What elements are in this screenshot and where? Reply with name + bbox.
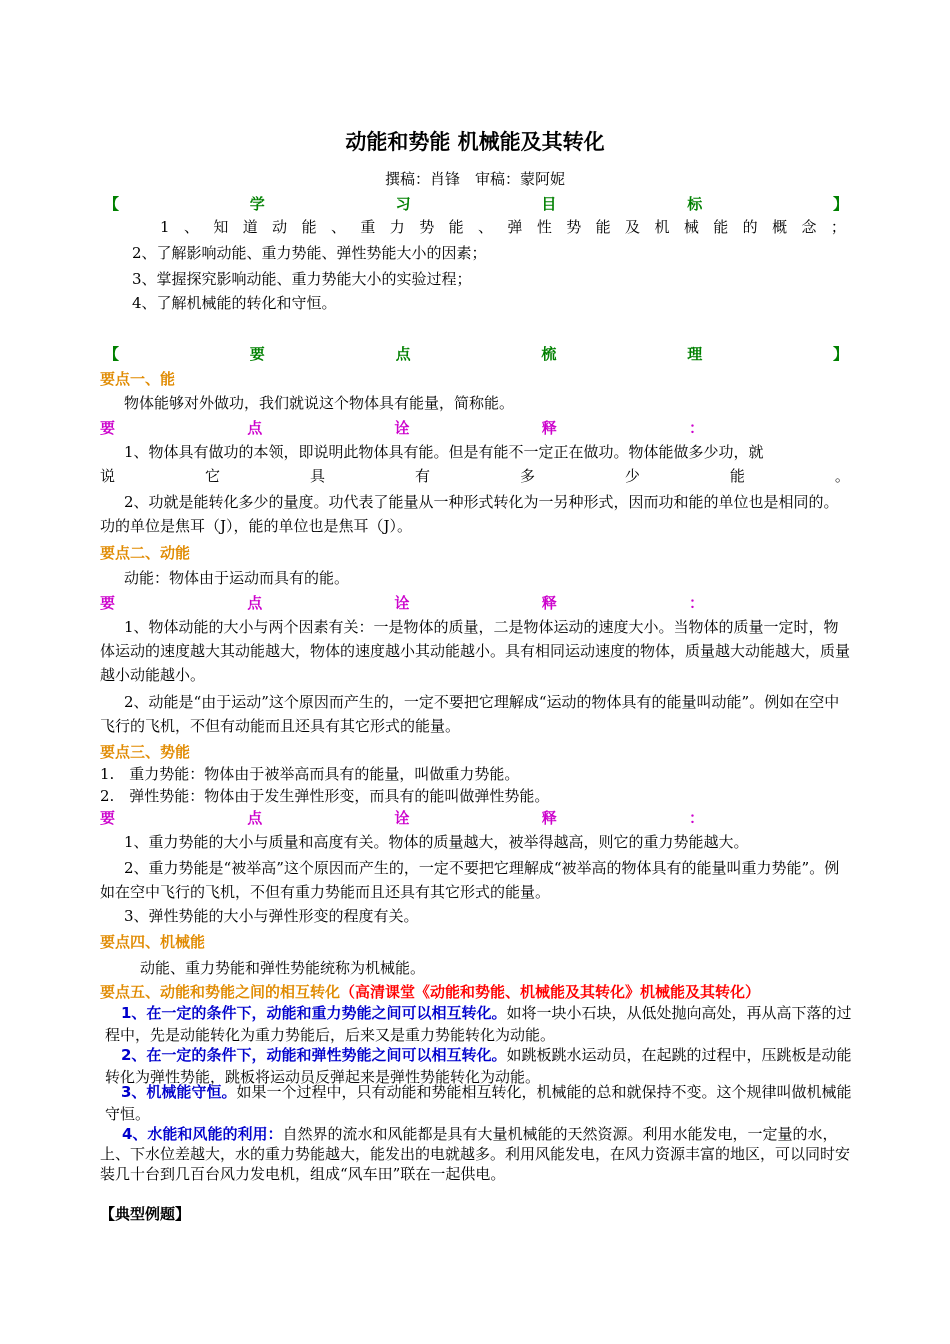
bracket-close: 】: [832, 194, 848, 213]
header-char: 学: [249, 194, 265, 213]
section-5-para-1: 1、在一定的条件下，动能和重力势能之间可以相互转化。如将一块小石块，从低处抛向高处，再从高下落的过程中，先是动能转化为重力势能后，后来又是重力势能转化为动能。: [105, 1004, 852, 1044]
section-4-definition: 动能、重力势能和弹性势能统称为机械能。: [140, 959, 426, 977]
objective-4: 4、了解机械能的转化和守恒。: [132, 294, 337, 312]
section-1-explain-2: 2、功就是能转化多少的量度。功代表了能量从一种形式转化为一另种形式，因而功和能的单位也是相同的。功的单位是焦耳（J），能的单位也是焦耳（J）。: [100, 493, 839, 535]
explain-header: 要 点 诠 释 ：: [100, 418, 704, 437]
section-1-explain-1-cont: 说 它 具 有 多 少 能 。: [100, 467, 850, 485]
section-3-def-1: 1. 重力势能：物体由于被举高而具有的能量，叫做重力势能。: [100, 765, 520, 783]
section-3-heading: 要点三、势能: [100, 743, 191, 761]
header-char: 要: [249, 344, 265, 363]
section-5-para-3: 3、机械能守恒。如果一个过程中，只有动能和势能相互转化，机械能的总和就保持不变。这个规律叫做机械能守恒。: [105, 1083, 852, 1123]
examples-header: 【典型例题】: [100, 1205, 191, 1223]
bracket-open: 【: [104, 344, 120, 363]
header-char: 习: [395, 194, 411, 213]
explain-header: 要 点 诠 释 ：: [100, 593, 704, 612]
section-3-explain-3: 3、弹性势能的大小与弹性形变的程度有关。: [124, 907, 419, 925]
objective-3: 3、掌握探究影响动能、重力势能大小的实验过程；: [132, 270, 472, 288]
section-2-definition: 动能：物体由于运动而具有的能。: [124, 569, 350, 587]
section-3-explain-1: 1、重力势能的大小与质量和高度有关。物体的质量越大，被举得越高，则它的重力势能越大。: [124, 833, 749, 851]
header-char: 目: [541, 194, 557, 213]
section-1-heading: 要点一、能: [100, 370, 176, 388]
section-1-explain-1: 1、物体具有做功的本领，即说明此物体具有能。但是有能不一定正在做功。物体能做多少功，就: [124, 443, 764, 461]
objective-1: 1 、 知 道 动 能 、 重 力 势 能 、 弹 性 势 能 及 机 械 能 的 概 念 ；: [160, 218, 846, 236]
bracket-close: 】: [832, 344, 848, 363]
section-4-heading: 要点四、机械能: [100, 933, 206, 951]
section-3-def-2: 2. 弹性势能：物体由于发生弹性形变，而具有的能叫做弹性势能。: [100, 787, 550, 805]
section-5-para-4: 4、水能和风能的利用：自然界的流水和风能都是具有大量机械能的天然资源。利用水能发电，一定量的水，上、下水位差越大，水的重力势能越大，能发出的电就越多。利用风能发电，在风力资源丰富的地区，可以同时安装几十台到几百台风力发电机，组成“风车田”联在一起供电。: [100, 1125, 851, 1183]
section-1-definition: 物体能够对外做功，我们就说这个物体具有能量，简称能。: [124, 394, 515, 412]
header-char: 标: [687, 194, 703, 213]
page-title: 动能和势能 机械能及其转化: [345, 129, 605, 154]
keypoints-header: [104, 342, 848, 364]
header-char: 点: [395, 344, 411, 363]
section-2-explain-2: 2、动能是“由于运动”这个原因而产生的，一定不要把它理解成“运动的物体具有的能量叫动能”。例如在空中飞行的飞机，不但有动能而且还具有其它形式的能量。: [100, 693, 840, 735]
objective-2: 2、了解影响动能、重力势能、弹性势能大小的因素；: [132, 244, 487, 262]
section-5-heading: 要点五、动能和势能之间的相互转化（高清课堂《动能和势能、机械能及其转化》机械能及其转化）: [100, 983, 761, 1001]
explain-header: 要 点 诠 释 ：: [100, 808, 704, 827]
objectives-header: [104, 192, 848, 214]
hd-lecture-link[interactable]: （高清课堂《动能和势能、机械能及其转化》机械能及其转化）: [340, 983, 761, 1001]
header-char: 梳: [541, 344, 557, 363]
section-3-explain-2: 2、重力势能是“被举高”这个原因而产生的，一定不要把它理解成“被举高的物体具有的能量叫重力势能”。例如在空中飞行的飞机，不但有重力势能而且还具有其它形式的能量。: [100, 859, 840, 901]
section-2-heading: 要点二、动能: [100, 544, 191, 562]
author-line: 撰稿：肖锋 审稿：蒙阿妮: [384, 170, 565, 188]
header-char: 理: [687, 344, 703, 363]
section-5-para-2: 2、在一定的条件下，动能和弹性势能之间可以相互转化。如跳板跳水运动员，在起跳的过程中，压跳板是动能转化为弹性势能，跳板将运动员反弹起来是弹性势能转化为动能。: [105, 1046, 852, 1086]
section-2-explain-1: 1、物体动能的大小与两个因素有关：一是物体的质量，二是物体运动的速度大小。当物体的质量一定时，物体运动的速度越大其动能越大，物体的速度越小其动能越小。具有相同运动速度的物体，质量越大动能越大，质量越小动能越小。: [100, 618, 851, 684]
bracket-open: 【: [104, 194, 120, 213]
